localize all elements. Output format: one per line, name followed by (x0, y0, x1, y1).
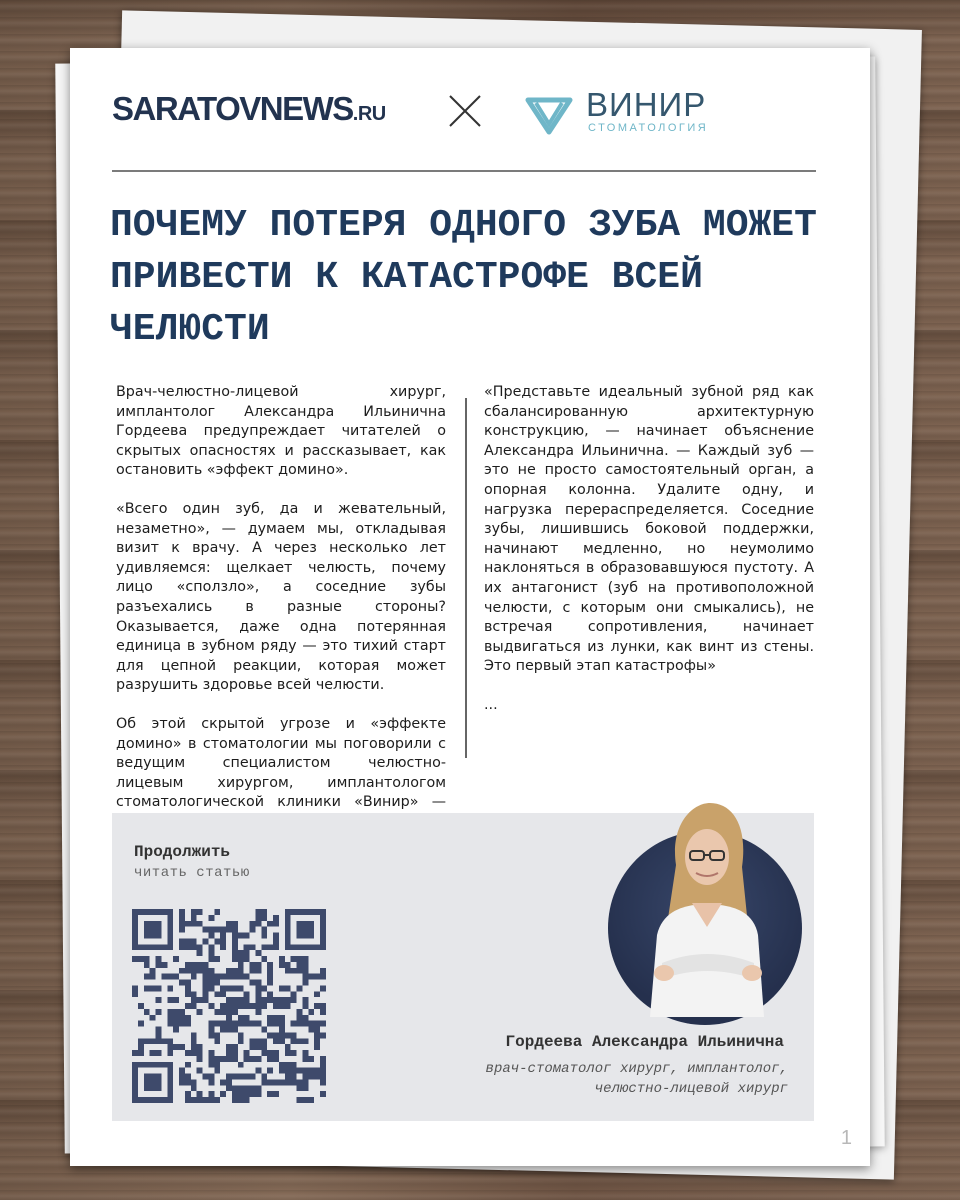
article-paragraph: Врач-челюстно-лицевой хирург, имплантолог Александра Ильинична Гордеева предупреждает читателей о скрытых опасностях и рассказывает, как остановить «эффект домино». (116, 384, 446, 479)
continue-subtitle: читать статью (134, 865, 250, 881)
article-headline: ПОЧЕМУ ПОТЕРЯ ОДНОГО ЗУБА МОЖЕТ ПРИВЕСТИ К КАТАСТРОФЕ ВСЕЙ ЧЕЛЮСТИ (110, 204, 817, 351)
article-paragraph: «Всего один зуб, да и жевательный, незаметно», — думаем мы, откладывая визит к врачу. А через несколько лет удивляемся: щелкает челюсть, почему лицо «сползло», а соседние зубы разъехались в разные стороны? Оказывается, даже одна потерянная единица в зубном ряду — это тихий старт для цепной реакции, которая может разрушить здоровье всей челюсти. (116, 500, 446, 694)
saratovnews-logo: SARATOVNEWS.RU (112, 90, 386, 127)
article-column-left (116, 383, 446, 851)
tooth-diamond-icon (522, 94, 576, 136)
vinir-logo: ВИНИР СТОМАТОЛОГИЯ (586, 86, 709, 134)
doctor-photo (632, 795, 782, 1025)
continue-reading-panel (112, 813, 814, 1121)
ellipsis: ... (484, 696, 498, 713)
continue-title: Продолжить (134, 843, 231, 861)
article-paragraph: Об этой скрытой угрозе и «эффекте домино» в стоматологии мы поговорили с ведущим специалистом челюстно-лицевым хирургом, имплантологом стоматологической клиники «Винир» — (116, 715, 446, 811)
document-page (70, 48, 870, 1166)
qr-code[interactable] (132, 909, 326, 1103)
article-paragraph: «Представьте идеальный зубной ряд как сбалансированную архитектурную конструкцию, — начинает объяснение Александра Ильинична. — Каждый зуб — это не просто самостоятельный орган, а опорная колонна. Удалите одну, и нагрузка перераспределяется. Соседние зубы, лишившись боковой поддержки, начинают медленно, но неумолимо наклоняться в образовавшуюся пустоту. А их антагонист (зуб на противоположной челюсти, с которым они смыкались), не встречая сопротивления, начинает выдвигаться из лунки, как винт из стены. Это первый этап катастрофы» (484, 384, 814, 675)
doctor-title: врач-стоматолог хирург, имплантолог, (485, 1061, 788, 1077)
doctor-title: челюстно-лицевой хирург (594, 1081, 788, 1097)
page-number: 1 (840, 1127, 852, 1149)
collaboration-cross-icon (448, 94, 482, 128)
article-column-right (484, 383, 814, 735)
column-divider (465, 398, 467, 758)
header-divider (112, 170, 816, 172)
doctor-name: Гордеева Александра Ильинична (505, 1033, 784, 1051)
